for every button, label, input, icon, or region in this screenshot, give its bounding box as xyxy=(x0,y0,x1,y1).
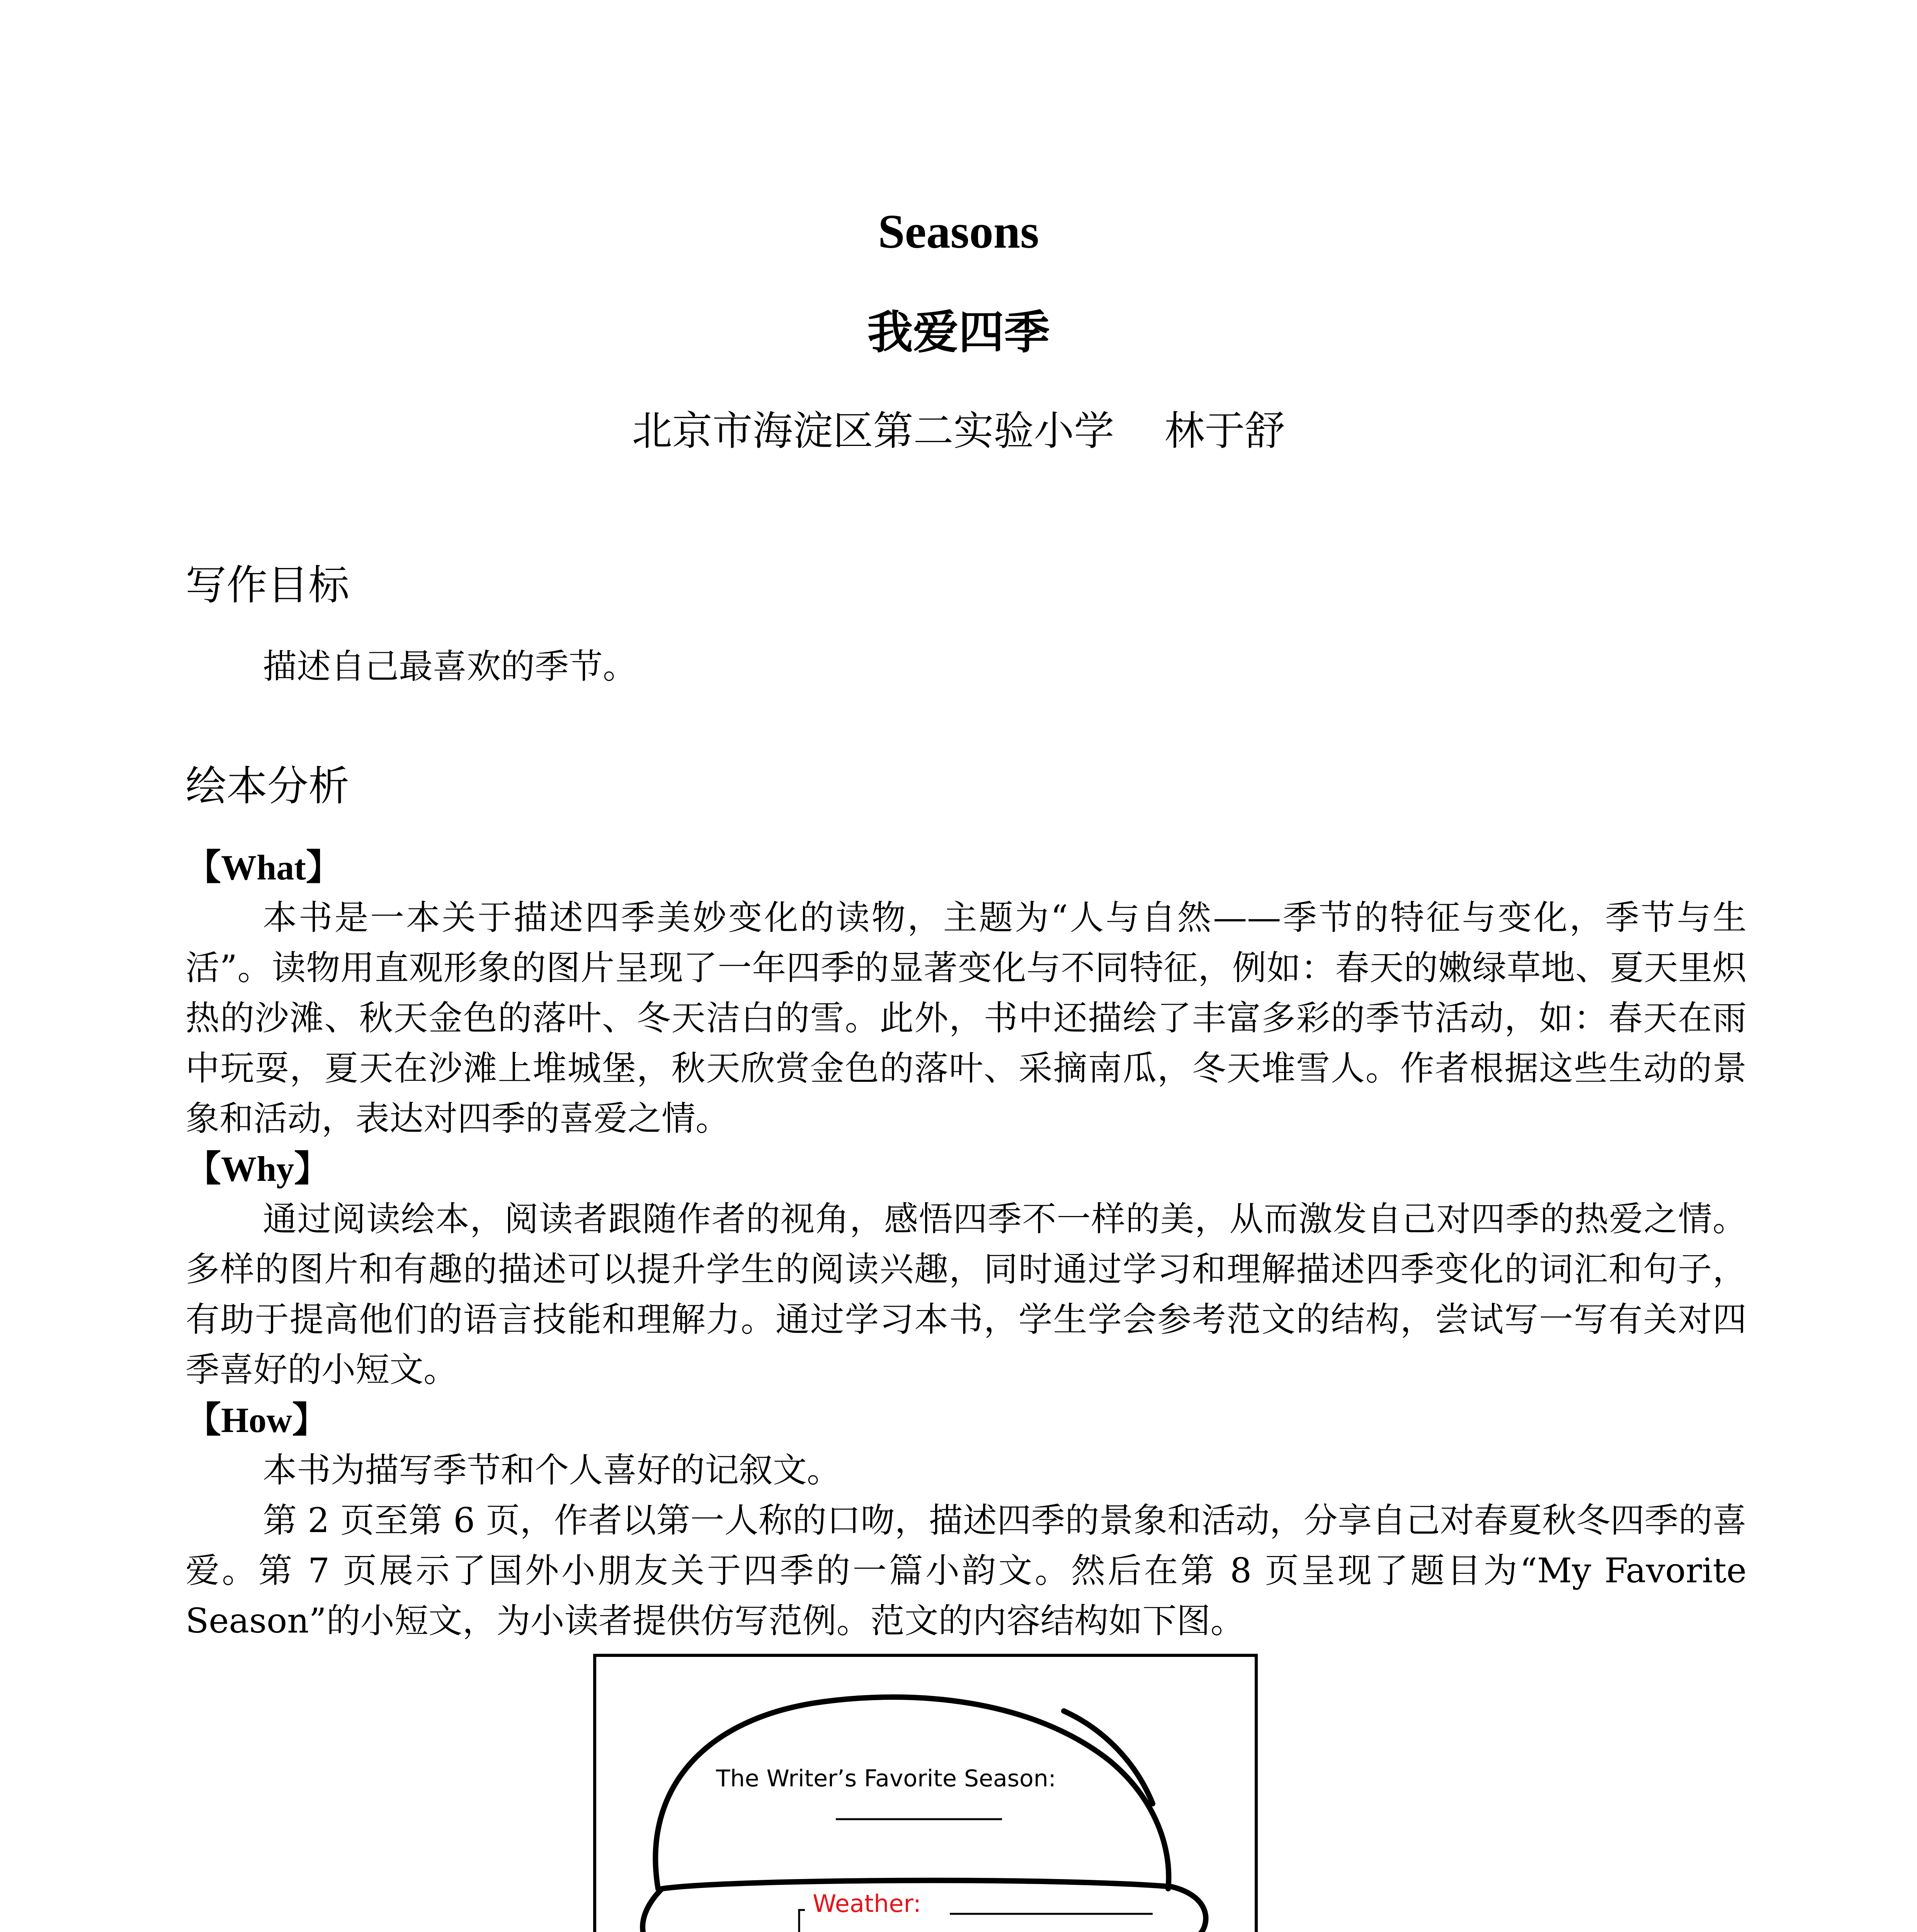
hamburger-structure-diagram xyxy=(593,1654,1258,1932)
what-paragraph: 本书是一本关于描述四季美妙变化的读物，主题为“人与自然——季节的特征与变化，季节与生活”。读物用直观形象的图片呈现了一年四季的显著变化与不同特征，例如：春天的嫩绿草地、夏天里炽热的沙滩、秋天金色的落叶、冬天洁白的雪。此外，书中还描绘了丰富多彩的季节活动，如：春天在雨中玩耍，夏天在沙滩上堆城堡，秋天欣赏金色的落叶、采摘南瓜，冬天堆雪人。作者根据这些生动的景象和活动，表达对四季的喜爱之情。 xyxy=(185,898,1747,1138)
why-label: 【Why】 xyxy=(185,1149,330,1189)
author-line xyxy=(0,402,1917,460)
hamburger-drawing xyxy=(596,1657,1255,1932)
author-name: 林于舒 xyxy=(1164,407,1285,454)
what-label: 【What】 xyxy=(185,848,342,887)
how-label: 【How】 xyxy=(185,1400,328,1440)
patty-outline xyxy=(643,1881,1211,1932)
goal-heading: 写作目标 xyxy=(185,561,349,609)
how-paragraph-1: 本书为描写季节和个人喜好的记叙文。 xyxy=(263,1450,841,1490)
diagram-top-label: The Writer’s Favorite Season: xyxy=(716,1765,1056,1792)
title-chinese: 我爱四季 xyxy=(867,306,1050,359)
analysis-heading: 绘本分析 xyxy=(185,762,349,810)
school-name: 北京市海淀区第二实验小学 xyxy=(632,407,1114,454)
diagram-item-weather: Weather: xyxy=(813,1889,921,1918)
why-paragraph: 通过阅读绘本，阅读者跟随作者的视角，感悟四季不一样的美，从而激发自己对四季的热爱之情。多样的图片和有趣的描述可以提升学生的阅读兴趣，同时通过学习和理解描述四季变化的词汇和句子，有助于提高他们的语言技能和理解力。通过学习本书，学生学会参考范文的结构，尝试写一写有关对四季喜好的小短文。 xyxy=(185,1199,1747,1389)
title-english: Seasons xyxy=(878,205,1039,259)
how-paragraph-2: 第 2 页至第 6 页，作者以第一人称的口吻，描述四季的景象和活动，分享自己对春夏秋冬四季的喜爱。第 7 页展示了国外小朋友关于四季的一篇小韵文。然后在第 8 页呈现了题目为“My Favorite Season”的小短文，为小读者提供仿写范例。范文的内容结构如下图。 xyxy=(185,1500,1747,1641)
goal-text: 描述自己最喜欢的季节。 xyxy=(263,646,637,686)
